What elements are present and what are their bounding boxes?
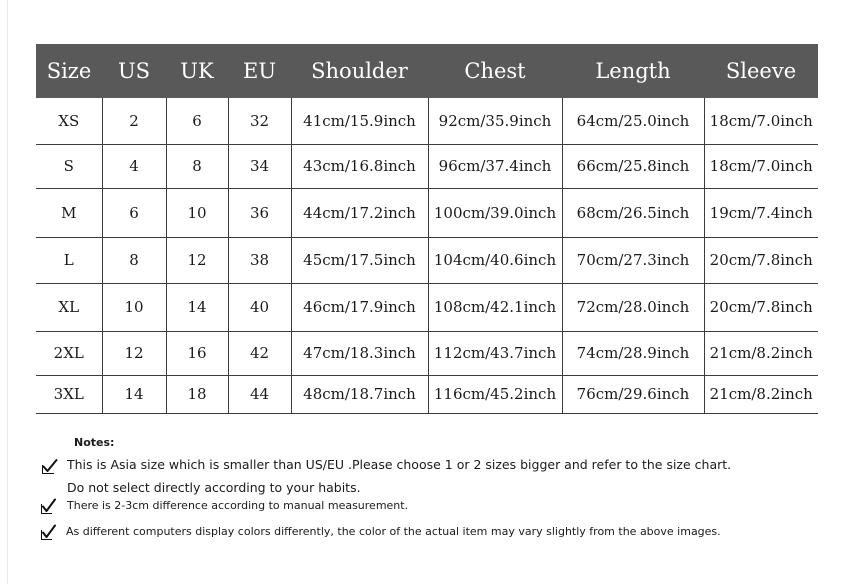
cell-size: 2XL [36,331,102,375]
cell-shoulder: 43cm/16.8inch [291,144,428,188]
cell-size: M [36,188,102,237]
cell-chest: 92cm/35.9inch [428,98,562,144]
cell-sleeve: 18cm/7.0inch [704,144,818,188]
cell-uk: 14 [166,283,228,331]
cell-sleeve: 20cm/7.8inch [704,283,818,331]
cell-size: 3XL [36,375,102,413]
table-row [36,98,818,144]
size-chart-header-row [36,44,818,98]
cell-us: 4 [102,144,166,188]
cell-sleeve: 21cm/8.2inch [704,331,818,375]
table-row [36,188,818,237]
header-chest: Chest [428,44,562,98]
cell-us: 6 [102,188,166,237]
cell-length: 76cm/29.6inch [562,375,704,413]
cell-size: S [36,144,102,188]
cell-shoulder: 41cm/15.9inch [291,98,428,144]
table-row [36,144,818,188]
table-row [36,331,818,375]
cell-size: L [36,237,102,283]
header-us: US [102,44,166,98]
cell-us: 2 [102,98,166,144]
cell-us: 14 [102,375,166,413]
cell-size: XS [36,98,102,144]
checkmark-icon [41,498,57,514]
note-text: This is Asia size which is smaller than US/EU .Please choose 1 or 2 sizes bigger and refer to the size chart. [67,457,732,472]
header-shoulder: Shoulder [291,44,428,98]
cell-uk: 10 [166,188,228,237]
cell-length: 64cm/25.0inch [562,98,704,144]
table-row [36,375,818,413]
note-text-continued: Do not select directly according to your habits. [67,480,361,495]
cell-sleeve: 18cm/7.0inch [704,98,818,144]
cell-eu: 42 [228,331,291,375]
cell-chest: 100cm/39.0inch [428,188,562,237]
cell-length: 70cm/27.3inch [562,237,704,283]
note-text: There is 2-3cm difference according to manual measurement. [67,499,409,512]
cell-uk: 18 [166,375,228,413]
cell-sleeve: 21cm/8.2inch [704,375,818,413]
checkmark-icon [41,524,57,540]
cell-shoulder: 44cm/17.2inch [291,188,428,237]
cell-length: 66cm/25.8inch [562,144,704,188]
cell-eu: 36 [228,188,291,237]
table-row [36,283,818,331]
table-row [36,237,818,283]
size-chart-table [36,44,818,414]
cell-chest: 112cm/43.7inch [428,331,562,375]
cell-chest: 116cm/45.2inch [428,375,562,413]
cell-shoulder: 45cm/17.5inch [291,237,428,283]
cell-shoulder: 48cm/18.7inch [291,375,428,413]
cell-eu: 40 [228,283,291,331]
cell-chest: 108cm/42.1inch [428,283,562,331]
notes-heading: Notes: [74,436,115,449]
cell-eu: 32 [228,98,291,144]
cell-us: 8 [102,237,166,283]
checkmark-icon [42,458,58,474]
header-eu: EU [228,44,291,98]
cell-shoulder: 47cm/18.3inch [291,331,428,375]
cell-eu: 34 [228,144,291,188]
cell-length: 68cm/26.5inch [562,188,704,237]
header-uk: UK [166,44,228,98]
header-sleeve: Sleeve [704,44,818,98]
header-size: Size [36,44,102,98]
cell-chest: 104cm/40.6inch [428,237,562,283]
cell-uk: 16 [166,331,228,375]
cell-eu: 38 [228,237,291,283]
cell-length: 72cm/28.0inch [562,283,704,331]
cell-uk: 12 [166,237,228,283]
cell-uk: 8 [166,144,228,188]
page-edge-rule [7,0,8,584]
cell-sleeve: 19cm/7.4inch [704,188,818,237]
cell-eu: 44 [228,375,291,413]
cell-us: 12 [102,331,166,375]
cell-chest: 96cm/37.4inch [428,144,562,188]
cell-shoulder: 46cm/17.9inch [291,283,428,331]
cell-us: 10 [102,283,166,331]
cell-length: 74cm/28.9inch [562,331,704,375]
cell-uk: 6 [166,98,228,144]
note-text: As different computers display colors differently, the color of the actual item may vary slightly from the above images. [66,525,721,538]
header-length: Length [562,44,704,98]
cell-sleeve: 20cm/7.8inch [704,237,818,283]
cell-size: XL [36,283,102,331]
